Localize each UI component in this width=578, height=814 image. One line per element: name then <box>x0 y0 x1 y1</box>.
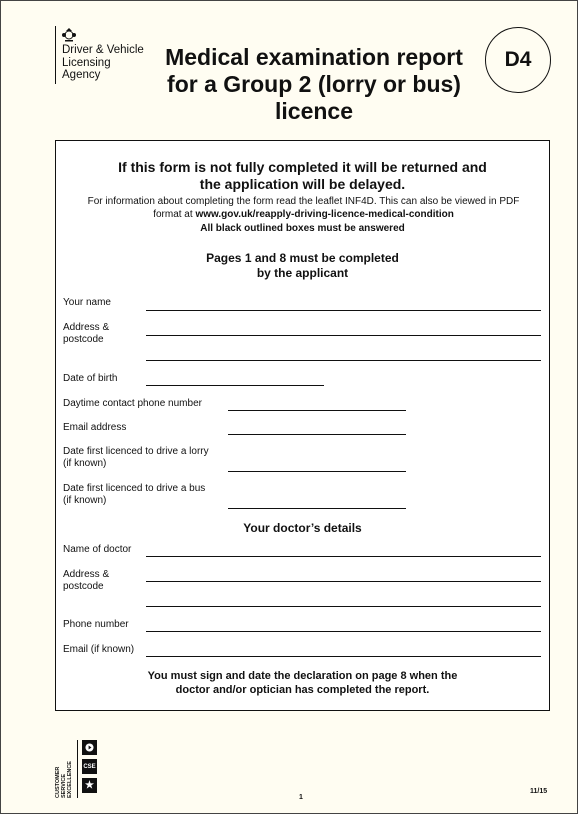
page-number: 1 <box>299 794 303 801</box>
title-line: for a Group 2 (lorry or bus) <box>167 71 461 97</box>
doctor-email-label: Email (if known) <box>63 644 135 655</box>
doctor-name-label: Name of doctor <box>63 544 132 555</box>
cse-divider <box>77 740 78 798</box>
doctor-email-field[interactable] <box>146 656 541 657</box>
info-text <box>76 196 531 221</box>
doctor-address-label <box>63 569 109 593</box>
title-line: Medical examination report <box>165 44 463 70</box>
cse-text-line: EXCELLENCE <box>67 761 73 798</box>
your-name-label: Your name <box>63 297 111 308</box>
cse-badge-label: CSE <box>83 763 96 770</box>
address-field-line-1[interactable] <box>146 335 541 336</box>
page-title <box>146 44 482 125</box>
email-field[interactable] <box>228 434 406 435</box>
play-icon <box>82 740 97 755</box>
declaration-note <box>56 670 549 697</box>
outlined-boxes-note: All black outlined boxes must be answered <box>200 223 405 234</box>
dob-label: Date of birth <box>63 373 118 384</box>
agency-name-line: Driver & Vehicle <box>62 44 144 56</box>
logo-rule <box>55 26 56 84</box>
warning-line: If this form is not fully completed it will be returned and <box>118 159 487 175</box>
doctor-address-label-line: postcode <box>63 581 104 592</box>
bus-date-label-line: Date first licenced to drive a bus <box>63 483 206 494</box>
cse-badge-icon <box>82 759 97 774</box>
agency-name-line: Agency <box>62 69 101 81</box>
doctor-phone-label: Phone number <box>63 619 129 630</box>
cse-text <box>55 738 73 798</box>
lorry-date-label-line: Date first licenced to drive a lorry <box>63 446 209 457</box>
cse-logo <box>55 740 105 800</box>
title-line: licence <box>275 98 353 124</box>
bus-date-label-line: (if known) <box>63 495 107 506</box>
info-prefix: For information about completing the form read the leaflet INF4D. This can also be viewed in PDF format at <box>87 196 520 220</box>
declaration-line: doctor and/or optician has completed the report. <box>175 683 430 696</box>
address-field-line-2[interactable] <box>146 360 541 361</box>
form-code-badge <box>485 27 551 93</box>
pages-note-line: Pages 1 and 8 must be completed <box>206 251 399 265</box>
pages-note-line: by the applicant <box>256 266 349 280</box>
address-label-line: Address & <box>63 322 110 333</box>
phone-field[interactable] <box>228 410 406 411</box>
bus-date-field[interactable] <box>228 508 406 509</box>
email-label: Email address <box>63 422 127 433</box>
lorry-date-field[interactable] <box>228 471 406 472</box>
phone-label: Daytime contact phone number <box>63 398 202 409</box>
agency-name-line: Licensing <box>62 56 111 69</box>
form-version: 11/15 <box>530 788 548 795</box>
agency-logo <box>55 26 144 84</box>
star-icon: ★ <box>82 778 97 793</box>
lorry-date-label-line: (if known) <box>63 458 107 469</box>
doctor-phone-field[interactable] <box>146 631 541 632</box>
cse-text-line: CUSTOMER <box>55 766 61 798</box>
info-url-link[interactable]: www.gov.uk/reapply-driving-licence-medical-condition <box>195 208 454 220</box>
doctor-address-field-line-1[interactable] <box>146 581 541 582</box>
declaration-line: You must sign and date the declaration on page 8 when the <box>147 670 458 682</box>
cse-text-line: SERVICE <box>61 773 67 798</box>
address-label <box>63 322 109 346</box>
doctor-section-heading: Your doctor’s details <box>243 521 362 535</box>
address-label-line: postcode <box>63 334 104 345</box>
doctor-address-field-line-2[interactable] <box>146 606 541 607</box>
pages-note <box>56 251 549 281</box>
completion-warning <box>56 159 549 193</box>
dob-field[interactable] <box>146 385 324 386</box>
doctor-address-label-line: Address & <box>63 569 110 580</box>
royal-crest-icon <box>61 26 77 42</box>
your-name-field[interactable] <box>146 310 541 311</box>
warning-line: the application will be delayed. <box>199 176 406 192</box>
form-box <box>55 140 550 711</box>
form-code: D4 <box>504 48 532 71</box>
lorry-date-label <box>63 446 209 470</box>
bus-date-label <box>63 483 205 507</box>
doctor-name-field[interactable] <box>146 556 541 557</box>
